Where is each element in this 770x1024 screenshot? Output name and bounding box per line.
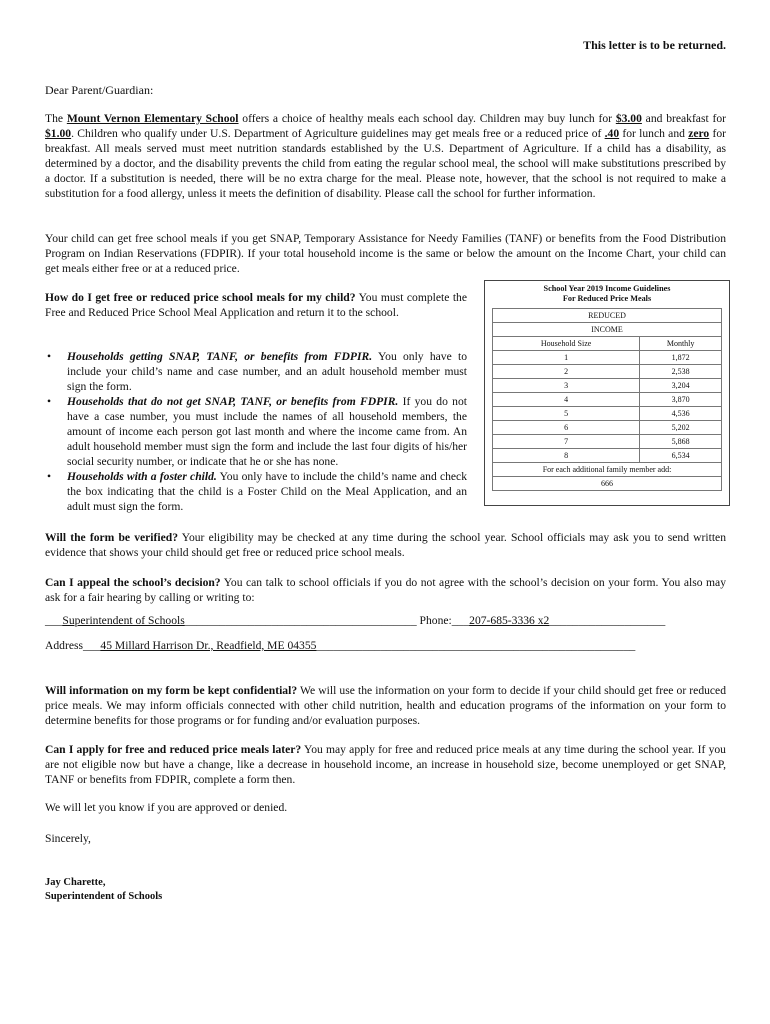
additional-member-label: For each additional family member add: [493,463,722,477]
income-table-subtitle: For Reduced Price Meals [562,294,652,303]
monthly-income-cell: 3,204 [640,379,722,393]
household-size-header: Household Size [493,337,640,351]
household-size-cell: 5 [493,407,640,421]
household-size-cell: 7 [493,435,640,449]
how-to-apply-paragraph [45,290,467,320]
monthly-income-cell: 3,870 [640,393,722,407]
signer-title: Superintendent of Schools [45,891,163,902]
return-notice: This letter is to be returned. [583,38,726,52]
bullet-item [45,349,467,394]
bullet-item [45,469,467,514]
monthly-header: Monthly [640,337,722,351]
fill-line: ___ [45,614,63,627]
bullet-item [45,394,467,469]
household-size-cell: 8 [493,449,640,463]
bullet-heading: Households with a foster child. [67,470,217,483]
bullet-dot-icon: • [47,470,52,483]
notification-sentence: We will let you know if you are approved or denied. [45,801,288,814]
bullet-dot-icon: • [47,395,52,408]
how-to-apply-question: How do I get free or reduced price school meals for my child? [45,291,356,304]
table-row [493,421,722,435]
verification-paragraph [45,530,726,560]
household-size-cell: 3 [493,379,640,393]
income-table-grid [492,308,722,491]
intro-text: for breakfast. All meals served must meet nutrition standards established by the U.S. Department of Agriculture. If a child has a disability, as determined by a doctor, and the disability prevents the child from eating the regular school meal, the school will make substitutions prescribed by a doctor. If a substitution is needed, there will be no extra charge for the meal. Please note, however, that the school is not required to make a substitution for a food allergy, unless it meets the definition of disability. Please call the school for further information. [45,127,726,200]
income-table-title-line: School Year 2019 Income Guidelines [543,284,671,293]
signature-block [45,876,162,904]
appeal-answer: You can talk to school officials if you do not agree with the school’s decision on your form. You also may ask for a fair hearing by calling or writing to: [45,576,726,604]
confidentiality-answer: We will use the information on your form to decide if your child should get free or reduced price meals. We may inform officials connected with other child nutrition, health and education programs of the information on your form to determine benefits for those programs or for funding and/or evaluation purposes. [45,684,726,727]
school-name: Mount Vernon Elementary School [66,112,239,125]
reduced-header: REDUCED [493,309,722,323]
monthly-income-cell: 5,868 [640,435,722,449]
phone-label: Phone: [416,614,452,627]
intro-text: for lunch and [619,127,689,140]
how-to-apply-answer: You must complete the Free and Reduced Price School Meal Application and return it to the school. [45,291,467,319]
snap-paragraph: Your child can get free school meals if you get SNAP, Temporary Assistance for Needy Families (TANF) or benefits from the Food Distribution Program on Indian Reservations (FDPIR). If your total household income is the same or below the amount on the Income Chart, your child can get meals either free or at a reduced price. [45,232,726,275]
income-header: INCOME [493,323,722,337]
appeal-paragraph [45,575,726,605]
contact-phone: 207-685-3336 x2 [469,614,550,627]
intro-paragraph [45,111,726,201]
table-row [493,393,722,407]
verification-question: Will the form be verified? [45,531,178,544]
confidentiality-question: Will information on my form be kept confidential? [45,684,298,697]
monthly-income-cell: 2,538 [640,365,722,379]
table-row [493,449,722,463]
table-row [493,379,722,393]
income-table-title [485,284,729,304]
reduced-price: .40 [604,127,620,140]
signer-name: Jay Charette, [45,877,106,888]
household-size-cell: 6 [493,421,640,435]
contact-name-phone-line [45,614,665,627]
breakfast-price: $1.00 [45,127,72,140]
bullet-heading: Households that do not get SNAP, TANF, or benefits from FDPIR. [67,395,399,408]
intro-text: The [45,112,67,125]
lunch-price: $3.00 [615,112,642,125]
household-size-cell: 1 [493,351,640,365]
monthly-income-cell: 4,536 [640,407,722,421]
household-size-cell: 2 [493,365,640,379]
intro-text: . Children who qualify under U.S. Department of Agriculture guidelines may get meals free or a reduced price of [71,127,605,140]
salutation: Dear Parent/Guardian: [45,83,154,97]
apply-later-answer: You may apply for free and reduced price meals at any time during the school year. If you are not eligible now but have a change, like a decrease in household income, an increase in household size, become unemployed or get SNAP, TANF or benefits from FDPIR, complete a form then. [45,743,726,786]
closing: Sincerely, [45,832,91,845]
bullet-heading: Households getting SNAP, TANF, or benefits from FDPIR. [67,350,373,363]
contact-address: 45 Millard Harrison Dr., Readfield, ME 04355 [100,639,317,652]
apply-later-paragraph [45,742,726,787]
table-row [493,365,722,379]
verification-answer: Your eligibility may be checked at any time during the school year. School officials may ask you to send written evidence that shows your child should get free or reduced price school meals. [45,531,726,559]
additional-member-value: 666 [493,477,722,491]
fill-line: ________________________________________ [184,614,417,627]
bullet-dot-icon: • [47,350,52,363]
table-row [493,407,722,421]
breakfast-zero: zero [688,127,710,140]
contact-name: Superintendent of Schools [62,614,185,627]
fill-line: ___ [83,639,101,652]
fill-line: _______________________________________________________ [316,639,636,652]
table-row [493,435,722,449]
bullet-text: You only have to include your child’s name and case number, and an adult household member must sign the form. [67,350,467,393]
monthly-income-cell: 5,202 [640,421,722,435]
monthly-income-cell: 1,872 [640,351,722,365]
income-guidelines-table [484,280,730,506]
fill-line: ____________________ [549,614,666,627]
monthly-income-cell: 6,534 [640,449,722,463]
bullet-text: You only have to include the child’s name and check the box indicating that the child is a Foster Child on the Meal Application, and an adult must sign the form. [67,470,467,513]
contact-address-line [45,639,635,652]
appeal-question: Can I appeal the school’s decision? [45,576,221,589]
address-label: Address [45,639,83,652]
intro-text: and breakfast for [641,112,726,125]
household-bullet-list [45,349,467,514]
apply-later-question: Can I apply for free and reduced price meals later? [45,743,302,756]
table-row [493,351,722,365]
intro-text: offers a choice of healthy meals each school day. Children may buy lunch for [238,112,616,125]
household-size-cell: 4 [493,393,640,407]
bullet-text: If you do not have a case number, you must include the names of all household members, the amount of income each person got last month and where the income came from. An adult household member must sign the form and include the last four digits of his/her social security number, or indicate that he or she has none. [67,395,467,468]
confidentiality-paragraph [45,683,726,728]
fill-line: ___ [451,614,470,627]
